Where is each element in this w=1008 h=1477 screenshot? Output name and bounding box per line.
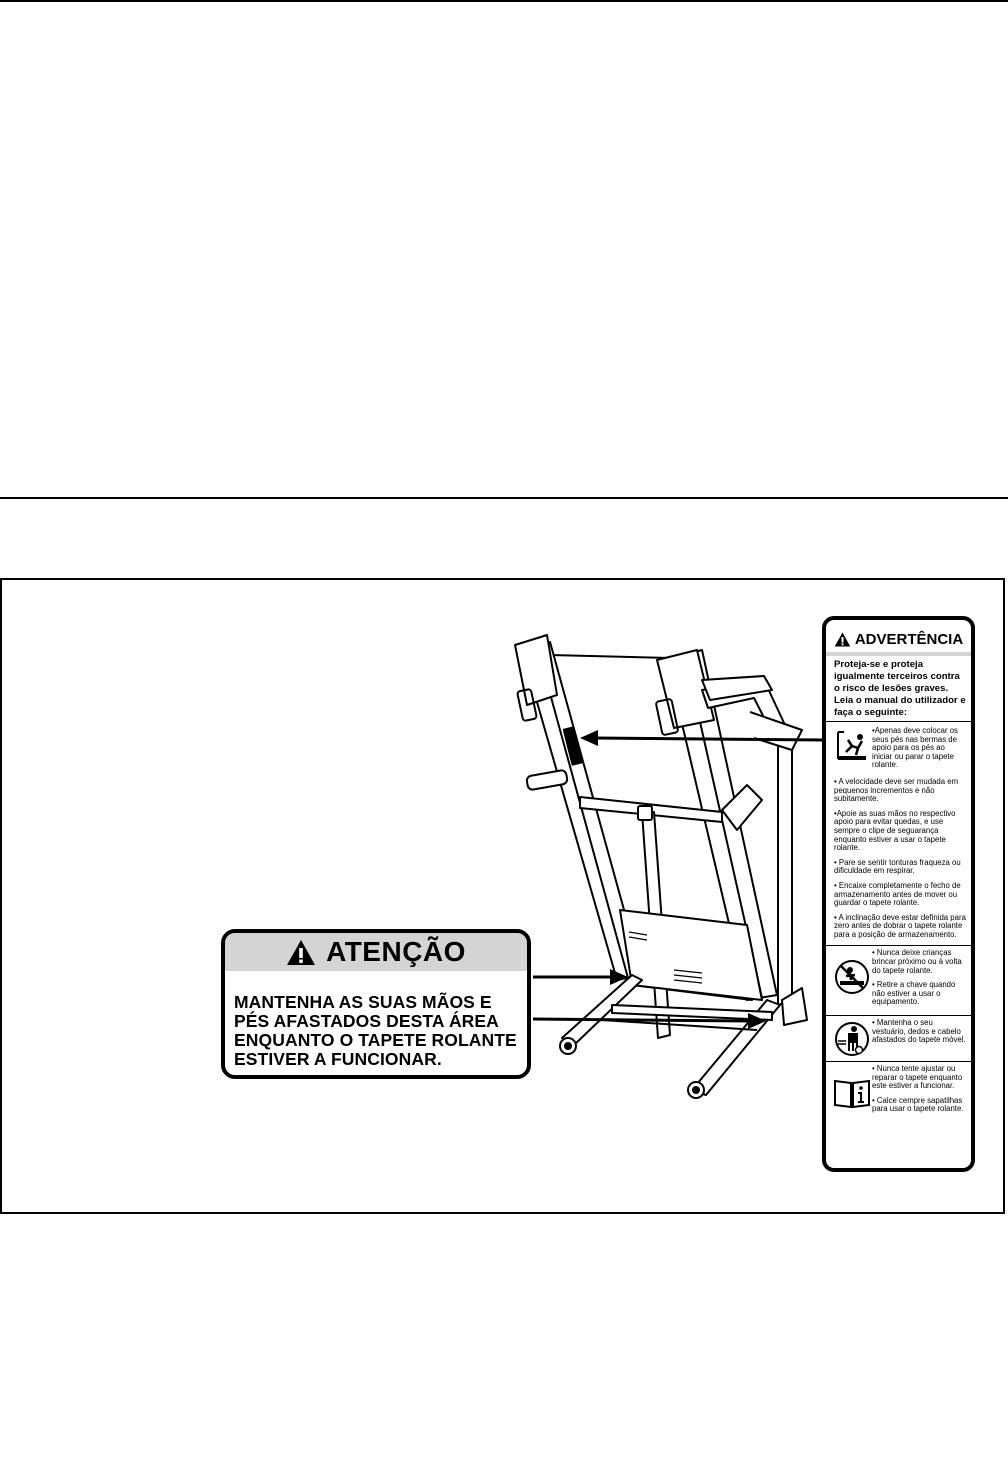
atencao-title: ATENÇÃO <box>326 936 466 967</box>
advertencia-row-entanglement <box>832 1019 967 1059</box>
advertencia-item: • Nunca tente ajustar ou reparar o tapete enquanto este estiver a funcionar. <box>872 1064 963 1091</box>
advertencia-title: ADVERTÊNCIA <box>854 630 964 648</box>
advertencia-item: • Pare se sentir tonturas fraqueza ou dificuldade em respirar. <box>834 857 961 876</box>
treadmill-warning-figure <box>0 578 1005 1214</box>
advertencia-item: • A velocidade deve ser mudada em pequenos incrementos e não subitamente. <box>834 776 959 804</box>
advertencia-intro: Proteja-se e proteja igualmente terceiros contra o risco de lesões graves. Leia o manual do utilizador e faça o seguinte: <box>834 659 966 718</box>
advertencia-header-bar <box>826 652 971 656</box>
divider <box>826 1061 971 1062</box>
read-manual-icon <box>832 1073 872 1113</box>
advertencia-item: • Encaixe completamente o fecho de armazenamento antes de mover ou guardar o tapete rolante. <box>834 880 961 908</box>
atencao-body-text: MANTENHA AS SUAS MÃOS E PÉS AFASTADOS DESTA ÁREA ENQUANTO O TAPETE ROLANTE ESTIVER A FUNCIONAR. <box>234 992 517 1069</box>
advertencia-item: • Nunca deixe crianças brincar próximo ou à volta do tapete rolante. <box>872 948 962 975</box>
divider <box>826 945 971 946</box>
advertencia-header <box>830 626 967 652</box>
atencao-warning-label <box>221 929 531 1079</box>
warning-triangle-icon <box>286 939 316 966</box>
entanglement-hazard-icon <box>832 1019 872 1059</box>
advertencia-item: •Apenas deve colocar os seus pés nas bermas de apoio para os pés ao iniciar ou parar o tapete rolante. <box>872 726 958 770</box>
advertencia-row-fall <box>832 725 967 776</box>
advertencia-item: • Mantenha o seu vestuário, dedos e cabelo afastados do tapete móvel. <box>872 1018 966 1045</box>
advertencia-row-manual <box>832 1065 967 1120</box>
top-rule <box>0 0 1008 2</box>
advertencia-item: • Retire a chave quando não estiver a usar o equipamento. <box>872 980 956 1007</box>
advertencia-text-group <box>830 778 967 940</box>
divider <box>826 721 971 722</box>
advertencia-item: •Apoie as suas mãos no respectivo apoio para evitar quedas, e use sempre o clipe de seguarança enquanto estiver a usar o tapete rolante. <box>834 808 956 853</box>
advertencia-row-children <box>832 949 967 1013</box>
advertencia-item: • A inclinação deve estar definida para zero antes de dobrar o tapete rolante para a posição de armazenamento. <box>834 912 966 939</box>
fall-hazard-icon <box>832 725 872 765</box>
no-children-icon <box>832 957 872 997</box>
section-rule <box>0 497 1008 499</box>
atencao-header <box>225 933 527 971</box>
advertencia-warning-label <box>822 616 975 1172</box>
warning-triangle-icon <box>834 632 851 647</box>
divider <box>826 1015 971 1016</box>
advertencia-item: • Calce cempre sapatilhas para usar o tapete rolante. <box>872 1095 964 1114</box>
